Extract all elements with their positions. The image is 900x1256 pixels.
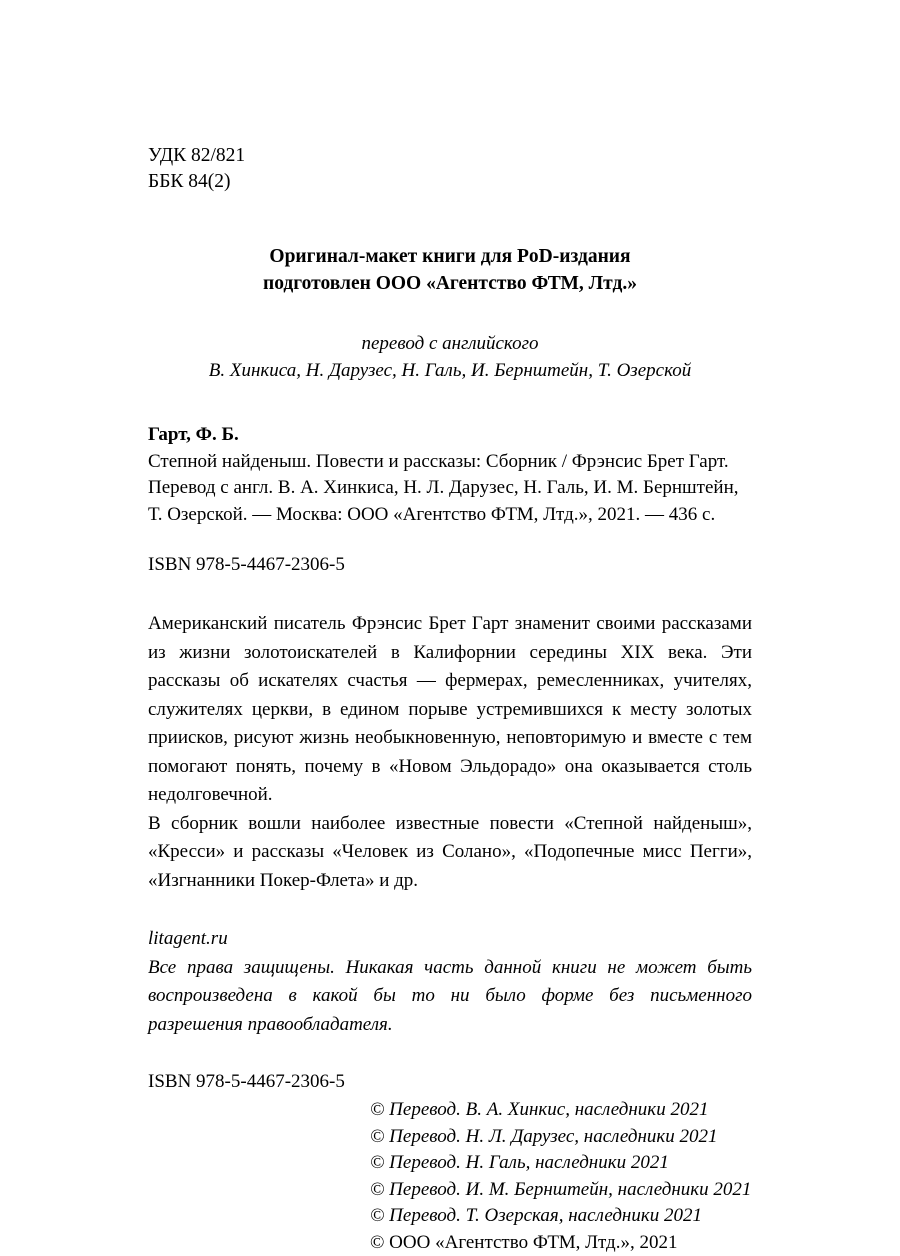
copyright-line: © Перевод. Т. Озерская, наследники 2021 xyxy=(370,1203,752,1230)
translation-language-label: перевод с английского xyxy=(148,330,752,357)
annotation-paragraph-2: В сборник вошли наиболее известные повести «Степной найденыш», «Кресси» и рассказы «Человек из Солано», «Подопечные мисс Пегги», «Изгнанники Покер-Флета» и др. xyxy=(148,810,752,896)
annotation-paragraph-1: Американский писатель Фрэнсис Брет Гарт знаменит своими рассказами из жизни золотоискателей в Калифорнии середины XIX века. Эти рассказы об искателях счастья — фермерах, ремесленниках, учителях, служителях церкви, в едином порыве устремившихся к месту золотых приисков, рисуют жизнь необыкновенную, неповторимую и вместе с тем помогают понять, почему в «Новом Эльдорадо» она оказывается столь недолговечной. xyxy=(148,610,752,810)
udk-code: УДК 82/821 xyxy=(148,143,752,169)
bbk-code: ББК 84(2) xyxy=(148,169,752,195)
rights-notice xyxy=(148,925,752,1039)
isbn-top: ISBN 978-5-4467-2306-5 xyxy=(148,552,752,578)
publisher-website: litagent.ru xyxy=(148,925,752,954)
footer-block xyxy=(148,1069,752,1256)
copyright-list xyxy=(370,1097,752,1256)
copyright-line: © ООО «Агентство ФТМ, Лтд.», 2021 xyxy=(370,1230,752,1256)
biblio-line-2: Перевод с англ. В. А. Хинкиса, Н. Л. Дарузес, Н. Галь, И. М. Бернштейн, xyxy=(148,475,752,502)
biblio-line-3: Т. Озерской. — Москва: ООО «Агентство ФТМ, Лтд.», 2021. — 436 с. xyxy=(148,502,752,529)
bibliographic-record xyxy=(148,422,752,528)
imprint-line-2: подготовлен ООО «Агентство ФТМ, Лтд.» xyxy=(148,270,752,297)
imprint-statement xyxy=(148,243,752,297)
classification-codes xyxy=(148,143,752,195)
imprint-line-1: Оригинал-макет книги для PoD-издания xyxy=(148,243,752,270)
biblio-author: Гарт, Ф. Б. xyxy=(148,422,752,449)
biblio-line-1: Степной найденыш. Повести и рассказы: Сборник / Фрэнсис Брет Гарт. xyxy=(148,449,752,476)
copyright-line: © Перевод. В. А. Хинкис, наследники 2021 xyxy=(370,1097,752,1124)
copyright-line: © Перевод. Н. Л. Дарузес, наследники 2021 xyxy=(370,1124,752,1151)
copyright-line: © Перевод. И. М. Бернштейн, наследники 2021 xyxy=(370,1177,752,1204)
page-content xyxy=(148,143,752,1256)
translator-credit xyxy=(148,330,752,384)
translator-names: В. Хинкиса, Н. Дарузес, Н. Галь, И. Бернштейн, Т. Озерской xyxy=(148,357,752,384)
copyright-line: © Перевод. Н. Галь, наследники 2021 xyxy=(370,1150,752,1177)
rights-reserved-text: Все права защищены. Никакая часть данной книги не может быть воспроизведена в какой бы то ни было форме без письменного разрешения правообладателя. xyxy=(148,954,752,1040)
book-annotation xyxy=(148,610,752,895)
isbn-bottom: ISBN 978-5-4467-2306-5 xyxy=(148,1069,752,1095)
